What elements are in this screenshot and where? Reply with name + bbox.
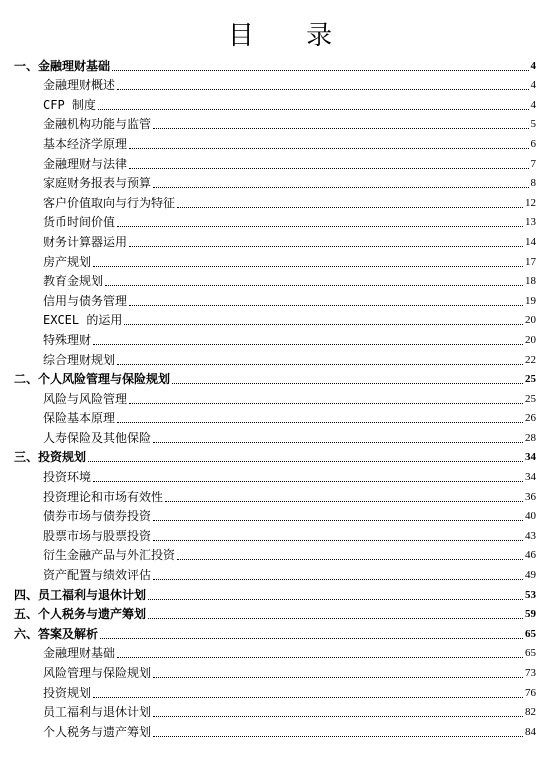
toc-section-entry[interactable] [14, 191, 536, 211]
toc-page-number: 13 [525, 216, 536, 229]
toc-entry-label: 财务计算器运用 [43, 234, 128, 249]
toc-page-number: 19 [525, 294, 536, 307]
dot-leader [153, 442, 523, 443]
toc-section-entry[interactable] [14, 544, 536, 564]
toc-section-entry[interactable] [14, 172, 536, 192]
toc-section-entry[interactable] [14, 642, 536, 662]
toc-entry-label: 综合理财规划 [43, 352, 116, 367]
toc-page-number: 65 [525, 627, 536, 640]
dot-leader [100, 638, 523, 639]
toc-page-number: 6 [530, 137, 536, 150]
toc-page-number: 28 [525, 431, 536, 444]
toc-entry-label: 人寿保险及其他保险 [43, 430, 152, 445]
toc-entry-label: 资产配置与绩效评估 [43, 568, 152, 583]
toc-entry-label: 债券市场与债券投资 [43, 509, 152, 524]
toc-page-number: 14 [525, 235, 536, 248]
toc-section-entry[interactable] [14, 113, 536, 133]
toc-entry-label: 房产规划 [43, 254, 92, 269]
dot-leader [93, 481, 523, 482]
toc-entry-label: 金融机构功能与监管 [43, 117, 152, 132]
dot-leader [165, 501, 523, 502]
toc-page-number: 34 [525, 451, 536, 464]
toc-section-entry[interactable] [14, 230, 536, 250]
table-of-contents [14, 54, 536, 740]
toc-section-entry[interactable] [14, 563, 536, 583]
toc-section-entry[interactable] [14, 211, 536, 231]
dot-leader [117, 422, 523, 423]
toc-entry-label: 个人税务与遗产筹划 [43, 724, 152, 739]
toc-entry-label: 员工福利与退休计划 [43, 705, 152, 720]
toc-entry-label: 三、投资规划 [14, 450, 87, 465]
dot-leader [93, 344, 523, 345]
toc-entry-label: 六、答案及解析 [14, 626, 99, 641]
dot-leader [88, 461, 523, 462]
toc-page-number: 84 [525, 725, 536, 738]
toc-entry-label: 金融理财概述 [43, 78, 116, 93]
toc-section-entry[interactable] [14, 152, 536, 172]
dot-leader [153, 520, 523, 521]
dot-leader [98, 109, 529, 110]
toc-page-number: 25 [525, 373, 536, 386]
toc-page-number: 25 [525, 392, 536, 405]
toc-page-number: 7 [530, 157, 536, 170]
toc-page-number: 59 [525, 608, 536, 621]
toc-page-number: 34 [525, 471, 536, 484]
toc-page-number: 49 [525, 569, 536, 582]
toc-entry-label: 教育金规划 [43, 274, 104, 289]
dot-leader [129, 305, 523, 306]
toc-section-entry[interactable] [14, 661, 536, 681]
toc-entry-label: 四、员工福利与退休计划 [14, 587, 147, 602]
toc-page-number: 65 [525, 647, 536, 660]
toc-page-number: 4 [530, 79, 536, 92]
toc-page-number: 4 [530, 59, 536, 72]
toc-section-entry[interactable] [14, 407, 536, 427]
toc-entry-label: 投资理论和市场有效性 [43, 489, 164, 504]
dot-leader [153, 579, 523, 580]
toc-chapter-entry[interactable] [14, 622, 536, 642]
toc-entry-label: 风险与风险管理 [43, 391, 128, 406]
dot-leader [153, 187, 528, 188]
toc-page-number: 46 [525, 549, 536, 562]
toc-page-number: 8 [530, 177, 536, 190]
dot-leader [153, 716, 523, 717]
dot-leader [172, 383, 523, 384]
dot-leader [129, 168, 528, 169]
toc-section-entry[interactable] [14, 387, 536, 407]
toc-page-number: 22 [525, 353, 536, 366]
toc-entry-label: 家庭财务报表与预算 [43, 176, 152, 191]
toc-section-entry[interactable] [14, 426, 536, 446]
dot-leader [112, 70, 528, 71]
dot-leader [129, 148, 528, 149]
toc-entry-label: 衍生金融产品与外汇投资 [43, 548, 176, 563]
toc-page-number: 26 [525, 412, 536, 425]
toc-entry-label: 货币时间价值 [43, 215, 116, 230]
toc-chapter-entry[interactable] [14, 583, 536, 603]
dot-leader [153, 128, 528, 129]
toc-page-number: 5 [530, 118, 536, 131]
toc-section-entry[interactable] [14, 465, 536, 485]
toc-entry-label: CFP 制度 [43, 97, 96, 112]
toc-section-entry[interactable] [14, 328, 536, 348]
toc-entry-label: 投资环境 [43, 470, 92, 485]
toc-section-entry[interactable] [14, 485, 536, 505]
toc-entry-label: 基本经济学原理 [43, 136, 128, 151]
dot-leader [153, 540, 523, 541]
dot-leader [93, 266, 523, 267]
toc-page-number: 76 [525, 686, 536, 699]
toc-chapter-entry[interactable] [14, 603, 536, 623]
toc-entry-label: 五、个人税务与遗产筹划 [14, 607, 147, 622]
toc-section-entry[interactable] [14, 270, 536, 290]
dot-leader [129, 403, 523, 404]
toc-chapter-entry[interactable] [14, 368, 536, 388]
toc-entry-label: 金融理财与法律 [43, 156, 128, 171]
toc-entry-label: 特殊理财 [43, 332, 92, 347]
toc-section-entry[interactable] [14, 309, 536, 329]
dot-leader [93, 697, 523, 698]
toc-page-number: 73 [525, 667, 536, 679]
dot-leader [148, 618, 523, 619]
dot-leader [177, 559, 523, 560]
toc-section-entry[interactable] [14, 132, 536, 152]
toc-entry-label: 二、个人风险管理与保险规划 [14, 372, 171, 387]
dot-leader [153, 736, 523, 737]
dot-leader [117, 226, 523, 227]
toc-page-number: 40 [525, 510, 536, 523]
toc-entry-label: 风险管理与保险规划 [43, 666, 152, 680]
toc-entry-label: 投资规划 [43, 685, 92, 700]
toc-section-entry[interactable] [14, 250, 536, 270]
toc-section-entry[interactable] [14, 93, 536, 113]
toc-section-entry[interactable] [14, 524, 536, 544]
toc-entry-label: 客户价值取向与行为特征 [43, 195, 176, 210]
toc-page-number: 82 [525, 706, 536, 719]
toc-entry-label: 信用与债务管理 [43, 293, 128, 308]
dot-leader [117, 364, 523, 365]
toc-page-number: 43 [525, 529, 536, 542]
dot-leader [153, 677, 523, 678]
toc-section-entry[interactable] [14, 289, 536, 309]
dot-leader [117, 89, 528, 90]
page-title: 目 录 [227, 21, 355, 51]
toc-section-entry[interactable] [14, 720, 536, 740]
toc-page-number: 18 [525, 275, 536, 288]
toc-section-entry[interactable] [14, 74, 536, 94]
dot-leader [124, 324, 523, 325]
toc-entry-label: EXCEL 的运用 [43, 313, 123, 328]
toc-section-entry[interactable] [14, 505, 536, 525]
toc-page-number: 12 [525, 196, 536, 209]
toc-page-number: 53 [525, 588, 536, 601]
toc-section-entry[interactable] [14, 348, 536, 368]
toc-chapter-entry[interactable] [14, 446, 536, 466]
toc-entry-label: 一、金融理财基础 [14, 58, 111, 73]
dot-leader [129, 246, 523, 247]
toc-page-number: 20 [525, 333, 536, 346]
toc-entry-label: 保险基本原理 [43, 411, 116, 426]
toc-section-entry[interactable] [14, 681, 536, 701]
toc-chapter-entry[interactable] [14, 54, 536, 74]
toc-page-number: 20 [525, 314, 536, 327]
dot-leader [148, 599, 523, 600]
toc-entry-label: 股票市场与股票投资 [43, 528, 152, 543]
toc-section-entry[interactable] [14, 701, 536, 721]
dot-leader [105, 285, 523, 286]
toc-page-number: 17 [525, 255, 536, 268]
dot-leader [177, 207, 523, 208]
toc-page-number: 4 [530, 98, 536, 111]
dot-leader [117, 657, 523, 658]
toc-entry-label: 金融理财基础 [43, 646, 116, 661]
toc-page-number: 36 [525, 490, 536, 503]
